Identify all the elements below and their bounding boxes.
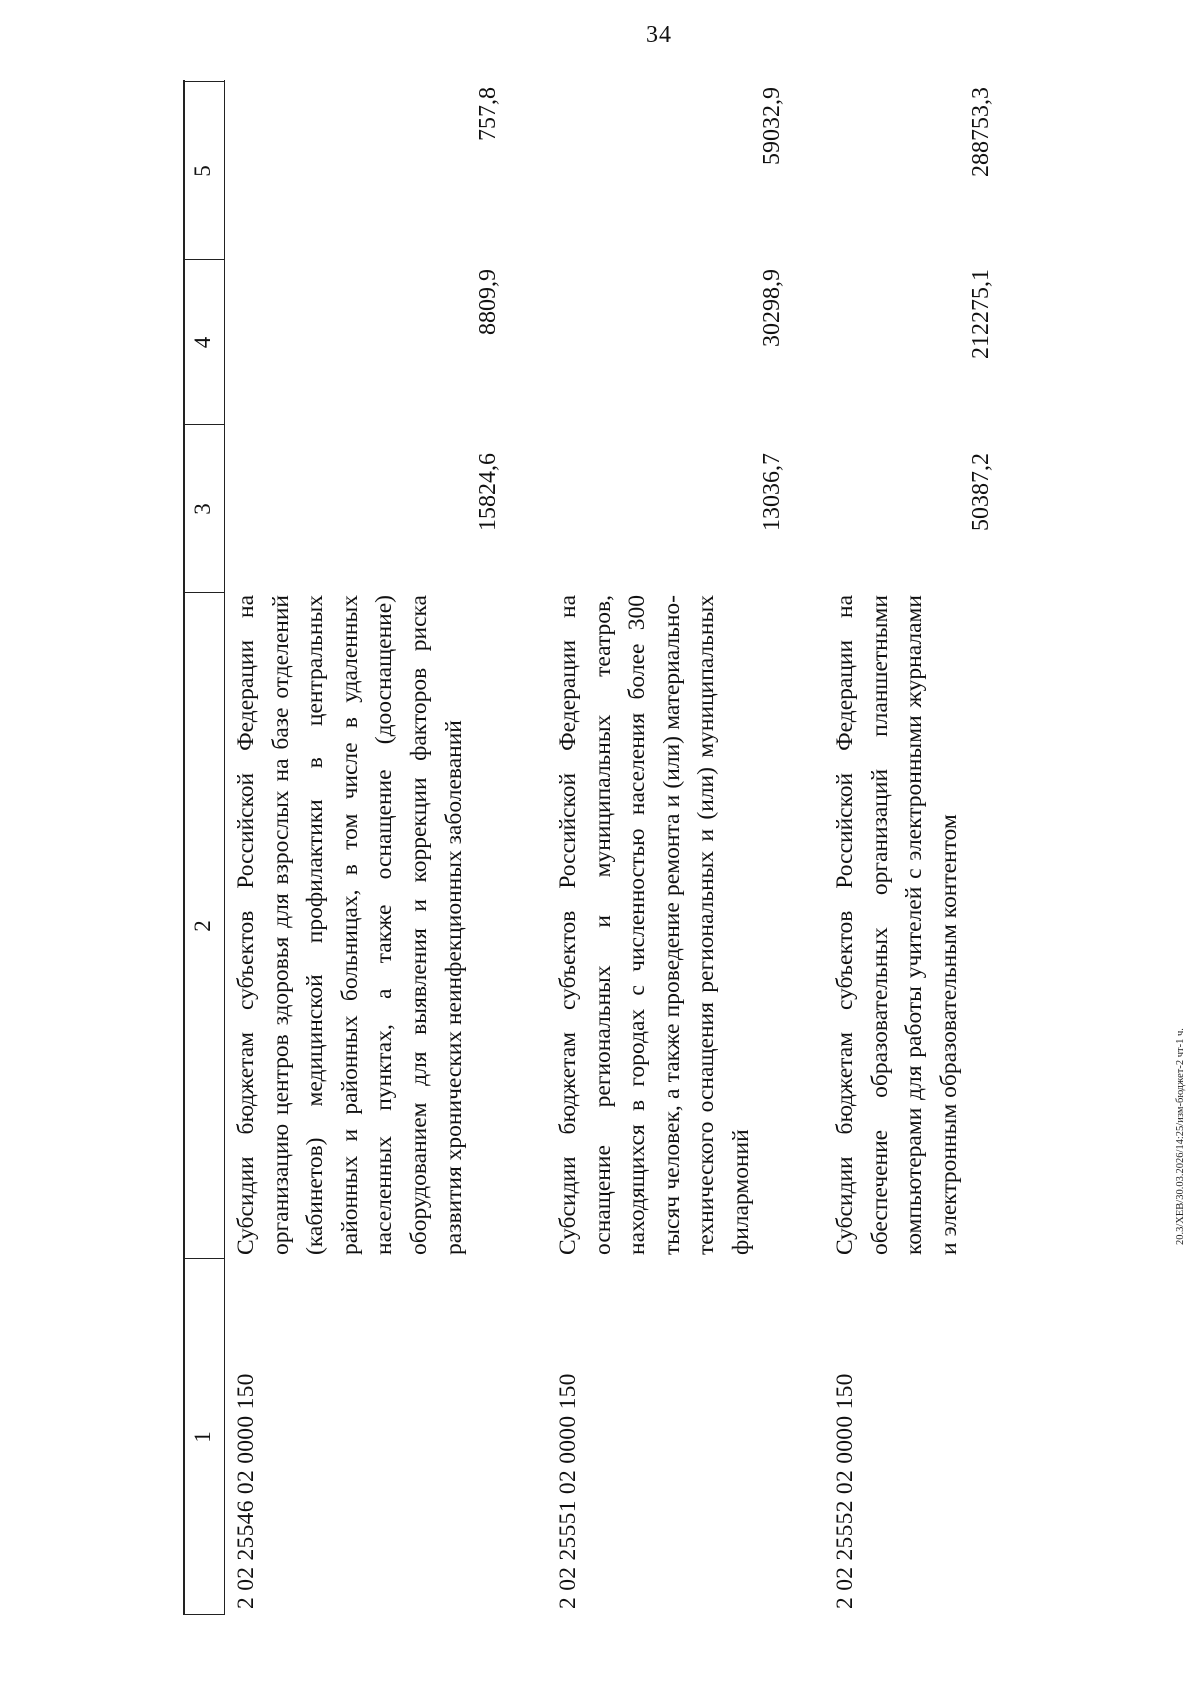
page-number: 34 bbox=[646, 22, 672, 48]
row-description: Субсидии бюджетам субъектов Российской Федерации на организацию центров здоровья для взрослых на базе отделений (кабинетов) медицинской профилактики в центральных районных и районных больницах, в том числе в удаленных населенных пунктах, а также оснащение (дооснащение) оборудованием для выявления и коррекции факторов риска развития хронических неинфекционных заболеваний bbox=[233, 595, 467, 1255]
budget-code: 2 02 25552 02 0000 150 bbox=[832, 1373, 858, 1609]
header-cell-1 bbox=[183, 1259, 225, 1615]
header-cell-5 bbox=[183, 82, 225, 260]
header-label: 4 bbox=[190, 336, 215, 349]
header-label: 5 bbox=[190, 165, 215, 177]
header-cell-2 bbox=[183, 593, 225, 1259]
value-col5: 757,8 bbox=[475, 87, 501, 141]
budget-code: 2 02 25551 02 0000 150 bbox=[555, 1373, 581, 1609]
header-cell-3 bbox=[183, 425, 225, 593]
value-col5: 59032,9 bbox=[759, 87, 785, 165]
row-description: Субсидии бюджетам субъектов Российской Федерации на обеспечение образовательных организаций планшетными компьютерами для работы учителей с электронными журналами и электронным образовательным контентом bbox=[832, 595, 962, 1255]
row-description: Субсидии бюджетам субъектов Российской Федерации на оснащение региональных и муниципальных театров, находящихся в городах с численностью населения более 300 тысяч человек, а также проведение ремонта и (или) материально-технического оснащения региональных и (или) муниципальных филармоний bbox=[555, 595, 754, 1255]
header-label: 1 bbox=[190, 1431, 215, 1443]
header-label: 3 bbox=[190, 503, 215, 515]
value-col3: 13036,7 bbox=[759, 453, 785, 531]
header-cell-4 bbox=[183, 260, 225, 425]
value-col3: 15824,6 bbox=[475, 453, 501, 531]
document-footer-stamp: 20.3/ХЕВ/30.03.2026/14:25/изм-бюджет-2 чт-1 ч. bbox=[1175, 1028, 1186, 1245]
value-col4: 212275,1 bbox=[968, 269, 994, 359]
value-col4: 30298,9 bbox=[759, 269, 785, 347]
value-col4: 8809,9 bbox=[475, 269, 501, 335]
budget-code: 2 02 25546 02 0000 150 bbox=[233, 1373, 259, 1609]
value-col3: 50387,2 bbox=[968, 453, 994, 531]
header-label: 2 bbox=[190, 920, 215, 932]
budget-table bbox=[183, 80, 1103, 1615]
value-col5: 288753,3 bbox=[968, 87, 994, 177]
